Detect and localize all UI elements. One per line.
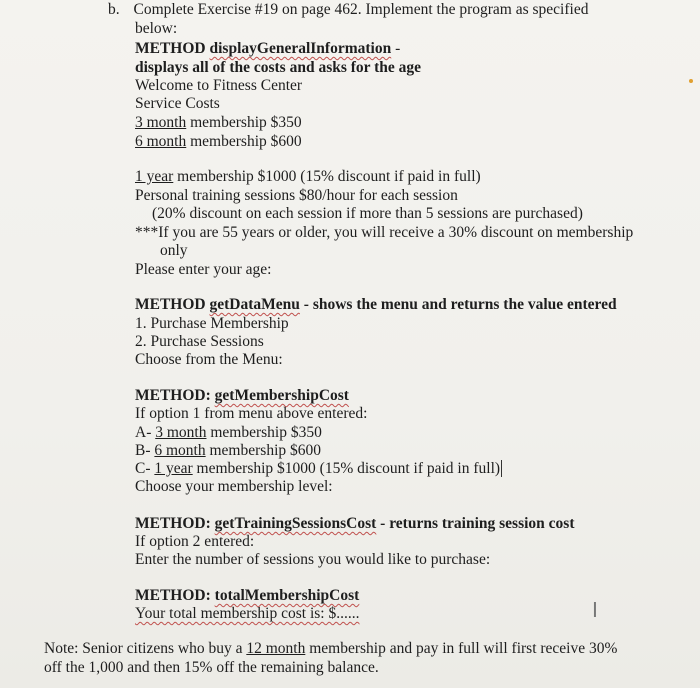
method1-name: displayGeneralInformation: [209, 40, 392, 57]
task-text-cont: below:: [135, 20, 178, 37]
method1-desc: displays all of the costs and asks for the age: [135, 59, 422, 76]
sessions-prompt: Enter the number of sessions you would like to purchase:: [135, 551, 491, 568]
note-line-1: Note: Senior citizens who buy a 12 month membership and pay in full will first receive 30%: [44, 640, 618, 657]
method3-condition: If option 1 from menu above entered:: [135, 405, 368, 422]
task-text: Complete Exercise #19 on page 462. Implement the program as specified: [133, 1, 589, 18]
method4-condition: If option 2 entered:: [135, 533, 255, 550]
service-costs: Service Costs: [135, 95, 220, 112]
option-1-year: 1 year membership $1000 (15% discount if paid in full): [135, 168, 481, 185]
text-cursor-icon: I: [592, 598, 598, 622]
option-6-month: 6 month membership $600: [135, 133, 302, 150]
marker-dot: [689, 79, 693, 83]
method4-heading: METHOD: getTrainingSessionsCost - returns training session cost: [135, 515, 575, 532]
training-text: Personal training sessions $80/hour for each session: [135, 187, 458, 204]
level-b: B- 6 month membership $600: [135, 442, 321, 459]
method2-name: getDataMenu: [209, 296, 300, 313]
level-a: A- 3 month membership $350: [135, 424, 322, 441]
method3-heading: METHOD: getMembershipCost: [135, 387, 349, 404]
method2-heading: METHOD getDataMenu - shows the menu and returns the value entered: [135, 296, 617, 313]
level-c: C- 1 year membership $1000 (15% discount if paid in full): [135, 460, 501, 477]
training-note: (20% discount on each session if more than 5 sessions are purchased): [152, 205, 583, 222]
senior-note-cont: only: [160, 242, 188, 259]
senior-note: ***If you are 55 years or older, you will receive a 30% discount on membership: [135, 224, 634, 241]
menu-item-1: 1. Purchase Membership: [135, 315, 289, 332]
welcome-text: Welcome to Fitness Center: [135, 77, 303, 94]
total-cost-text: Your total membership cost is: $......: [135, 605, 360, 622]
note-line-2: off the 1,000 and then 15% off the remaining balance.: [44, 659, 379, 676]
method3-name: getMembershipCost: [214, 387, 349, 404]
method4-name: getTrainingSessionsCost: [214, 515, 377, 532]
method1-heading: METHOD displayGeneralInformation -: [135, 40, 401, 57]
menu-item-2: 2. Purchase Sessions: [135, 333, 264, 350]
item-prefix: b.: [108, 1, 120, 18]
level-prompt: Choose your membership level:: [135, 478, 333, 495]
option-3-month: 3 month membership $350: [135, 114, 302, 131]
method5-heading: METHOD: totalMembershipCost: [135, 587, 360, 604]
header-line: [108, 1, 588, 19]
age-prompt: Please enter your age:: [135, 261, 272, 278]
method5-name: totalMembershipCost: [214, 587, 360, 604]
menu-prompt: Choose from the Menu:: [135, 351, 283, 368]
